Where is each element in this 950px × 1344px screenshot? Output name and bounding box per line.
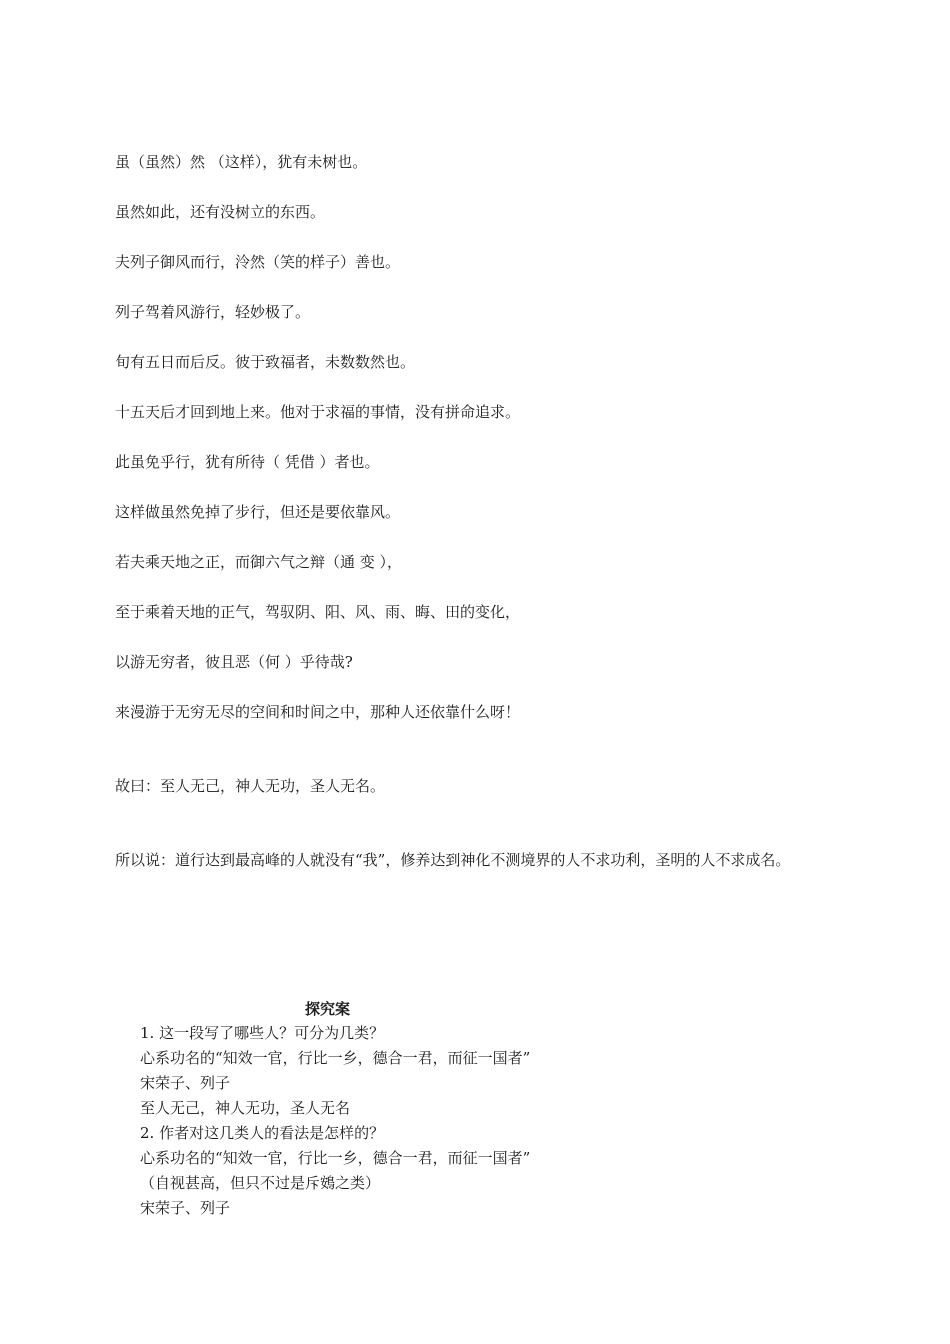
text-line: 夫列子御风而行，泠然（笑的样子）善也。 (115, 253, 401, 271)
text-line: 列子驾着风游行，轻妙极了。 (115, 303, 311, 321)
text-line: 虽（虽然）然 （这样），犹有未树也。 (115, 153, 368, 171)
section-heading: 探究案 (305, 1000, 351, 1018)
section-item: （自视甚高，但只不过是斥鴳之类） (140, 1174, 381, 1192)
section-item: 1. 这一段写了哪些人？可分为几类？ (140, 1024, 385, 1042)
section-item: 至人无己，神人无功，圣人无名 (140, 1099, 351, 1117)
text-line: 至于乘着天地的正气，驾驭阴、阳、风、雨、晦、田的变化， (115, 603, 521, 621)
section-item: 宋荣子、列子 (140, 1199, 231, 1217)
text-line: 故曰：至人无己，神人无功，圣人无名。 (115, 777, 386, 795)
text-line: 此虽免乎行，犹有所待（ 凭借 ）者也。 (115, 453, 380, 471)
section-item: 2. 作者对这几类人的看法是怎样的？ (140, 1124, 385, 1142)
text-line: 来漫游于无穷无尽的空间和时间之中，那种人还依靠什么呀！ (115, 703, 521, 721)
text-line: 虽然如此，还有没树立的东西。 (115, 203, 326, 221)
text-line: 十五天后才回到地上来。他对于求福的事情，没有拼命追求。 (115, 403, 521, 421)
text-line: 这样做虽然免掉了步行，但还是要依靠风。 (115, 503, 401, 521)
section-item: 心系功名的“知效一官，行比一乡，德合一君，而征一国者” (140, 1049, 531, 1067)
text-line: 以游无穷者，彼且恶（何 ）乎待哉? (115, 653, 353, 671)
text-line: 旬有五日而后反。彼于致福者，未数数然也。 (115, 353, 416, 371)
text-line: 若夫乘天地之正，而御六气之辩（通 变 ）， (115, 553, 403, 571)
text-paragraph: 所以说：道行达到最高峰的人就没有“我”，修养达到神化不测境界的人不求功利，圣明的人不求成名。 (115, 851, 791, 869)
section-item: 心系功名的“知效一官，行比一乡，德合一君，而征一国者” (140, 1149, 531, 1167)
section-item: 宋荣子、列子 (140, 1074, 231, 1092)
